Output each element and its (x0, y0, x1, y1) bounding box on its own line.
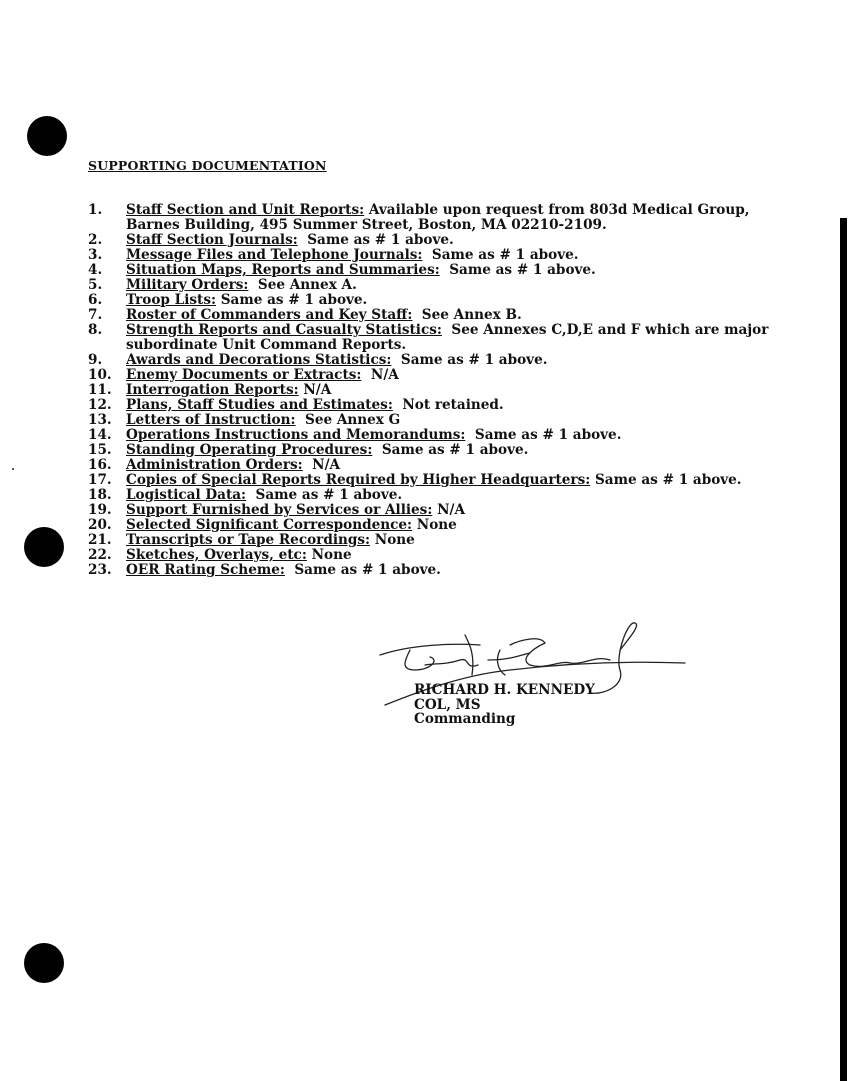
item-detail: None (306, 547, 352, 563)
item-number: 3. (88, 247, 103, 263)
item-text (126, 443, 788, 458)
item-text (126, 548, 788, 563)
item-detail: Same as # 1 above. (590, 472, 742, 488)
list-item (88, 308, 788, 323)
item-text (126, 563, 788, 578)
item-detail: None (370, 532, 415, 548)
item-detail: None (412, 517, 457, 533)
list-item (88, 488, 788, 503)
item-detail: Same as # 1 above. (216, 292, 368, 308)
item-number: 22. (88, 547, 112, 563)
item-label: OER Rating Scheme: (126, 562, 285, 578)
item-detail: Not retained. (392, 397, 504, 413)
list-item (88, 533, 788, 548)
list-item (88, 353, 788, 368)
item-number: 2. (88, 232, 103, 248)
item-number: 12. (88, 397, 112, 413)
item-label: Interrogation Reports: (126, 382, 299, 398)
item-detail: Same as # 1 above. (284, 562, 441, 578)
documentation-list (88, 203, 788, 578)
item-label: Staff Section Journals: (126, 232, 298, 248)
item-label: Awards and Decorations Statistics: (126, 352, 392, 368)
item-detail: Same as # 1 above. (246, 487, 403, 503)
list-item (88, 443, 788, 458)
scan-edge-bar (840, 218, 847, 1081)
item-detail: N/A (298, 382, 332, 398)
list-item (88, 368, 788, 383)
item-number: 21. (88, 532, 112, 548)
item-text (126, 398, 788, 413)
item-text (126, 308, 788, 323)
item-label: Operations Instructions and Memorandums: (126, 427, 466, 443)
item-label: Staff Section and Unit Reports: (126, 202, 365, 218)
signer-title: Commanding (414, 711, 516, 727)
item-number: 5. (88, 277, 103, 293)
item-label: Letters of Instruction: (126, 412, 296, 428)
item-detail: See Annexes C,D,E and F which are major subordinate Unit Command Reports. (126, 322, 774, 353)
list-item (88, 233, 788, 248)
item-number: 20. (88, 517, 112, 533)
item-text (126, 533, 788, 548)
item-label: Copies of Special Reports Required by Higher Headquarters: (126, 472, 591, 488)
list-item (88, 323, 788, 353)
item-label: Transcripts or Tape Recordings: (126, 532, 371, 548)
item-text (126, 323, 788, 353)
item-detail: Same as # 1 above. (372, 442, 529, 458)
item-detail: Same as # 1 above. (439, 262, 596, 278)
item-detail: See Annex G (295, 412, 401, 428)
list-item (88, 263, 788, 278)
item-label: Logistical Data: (126, 487, 247, 503)
item-number: 8. (88, 322, 103, 338)
list-item (88, 563, 788, 578)
item-detail: N/A (361, 367, 399, 383)
item-text (126, 383, 788, 398)
punch-hole-top (27, 116, 67, 156)
item-label: Situation Maps, Reports and Summaries: (126, 262, 440, 278)
item-number: 4. (88, 262, 103, 278)
item-number: 13. (88, 412, 112, 428)
list-item (88, 293, 788, 308)
item-label: Troop Lists: (126, 292, 216, 308)
item-detail: Same as # 1 above. (422, 247, 579, 263)
item-label: Military Orders: (126, 277, 249, 293)
item-text (126, 278, 788, 293)
item-detail: Available upon request from 803d Medical Group, Barnes Building, 495 Summer Street, Boston, MA 02210-2109. (126, 202, 755, 233)
item-text (126, 248, 788, 263)
list-item (88, 203, 788, 233)
signer-rank: COL, MS (414, 696, 481, 713)
item-label: Sketches, Overlays, etc: (126, 547, 307, 563)
item-label: Strength Reports and Casualty Statistics: (126, 322, 442, 338)
item-number: 16. (88, 457, 112, 473)
item-text (126, 368, 788, 383)
list-item (88, 383, 788, 398)
item-label: Roster of Commanders and Key Staff: (126, 307, 413, 323)
item-detail: Same as # 1 above. (391, 352, 548, 368)
item-number: 7. (88, 307, 103, 323)
item-text (126, 293, 788, 308)
item-number: 9. (88, 352, 103, 368)
signature-block (414, 683, 595, 727)
item-number: 23. (88, 562, 112, 578)
item-number: 10. (88, 367, 112, 383)
item-text (126, 458, 788, 473)
item-text (126, 413, 788, 428)
punch-hole-middle (24, 527, 64, 567)
list-item (88, 503, 788, 518)
list-item (88, 473, 788, 488)
item-label: Standing Operating Procedures: (126, 442, 373, 458)
signer-name: RICHARD H. KENNEDY (414, 682, 595, 698)
item-label: Support Furnished by Services or Allies: (126, 502, 433, 518)
item-label: Enemy Documents or Extracts: (126, 367, 362, 383)
item-number: 19. (88, 502, 112, 518)
list-item (88, 248, 788, 263)
list-item (88, 428, 788, 443)
list-item (88, 548, 788, 563)
item-number: 17. (88, 472, 112, 488)
item-detail: See Annex B. (412, 307, 522, 323)
list-item (88, 278, 788, 293)
list-item (88, 398, 788, 413)
list-item (88, 458, 788, 473)
item-label: Message Files and Telephone Journals: (126, 247, 423, 263)
item-text (126, 503, 788, 518)
item-text (126, 473, 788, 488)
item-text (126, 203, 788, 233)
item-text (126, 353, 788, 368)
item-detail: N/A (302, 457, 341, 473)
page-heading: SUPPORTING DOCUMENTATION (88, 158, 327, 173)
item-detail: Same as # 1 above. (465, 427, 622, 443)
punch-hole-bottom (24, 943, 64, 983)
item-number: 1. (88, 202, 103, 218)
list-item (88, 518, 788, 533)
item-text (126, 263, 788, 278)
item-text (126, 233, 788, 248)
item-number: 18. (88, 487, 112, 503)
item-text (126, 488, 788, 503)
item-detail: N/A (432, 502, 466, 518)
item-detail: See Annex A. (248, 277, 357, 293)
item-text (126, 518, 788, 533)
item-number: 15. (88, 442, 112, 458)
scan-speck (12, 468, 14, 470)
item-number: 6. (88, 292, 103, 308)
item-label: Administration Orders: (126, 457, 303, 473)
item-label: Plans, Staff Studies and Estimates: (126, 397, 393, 413)
item-number: 11. (88, 382, 112, 398)
item-text (126, 428, 788, 443)
item-number: 14. (88, 427, 112, 443)
item-detail: Same as # 1 above. (297, 232, 454, 248)
item-label: Selected Significant Correspondence: (126, 517, 413, 533)
list-item (88, 413, 788, 428)
